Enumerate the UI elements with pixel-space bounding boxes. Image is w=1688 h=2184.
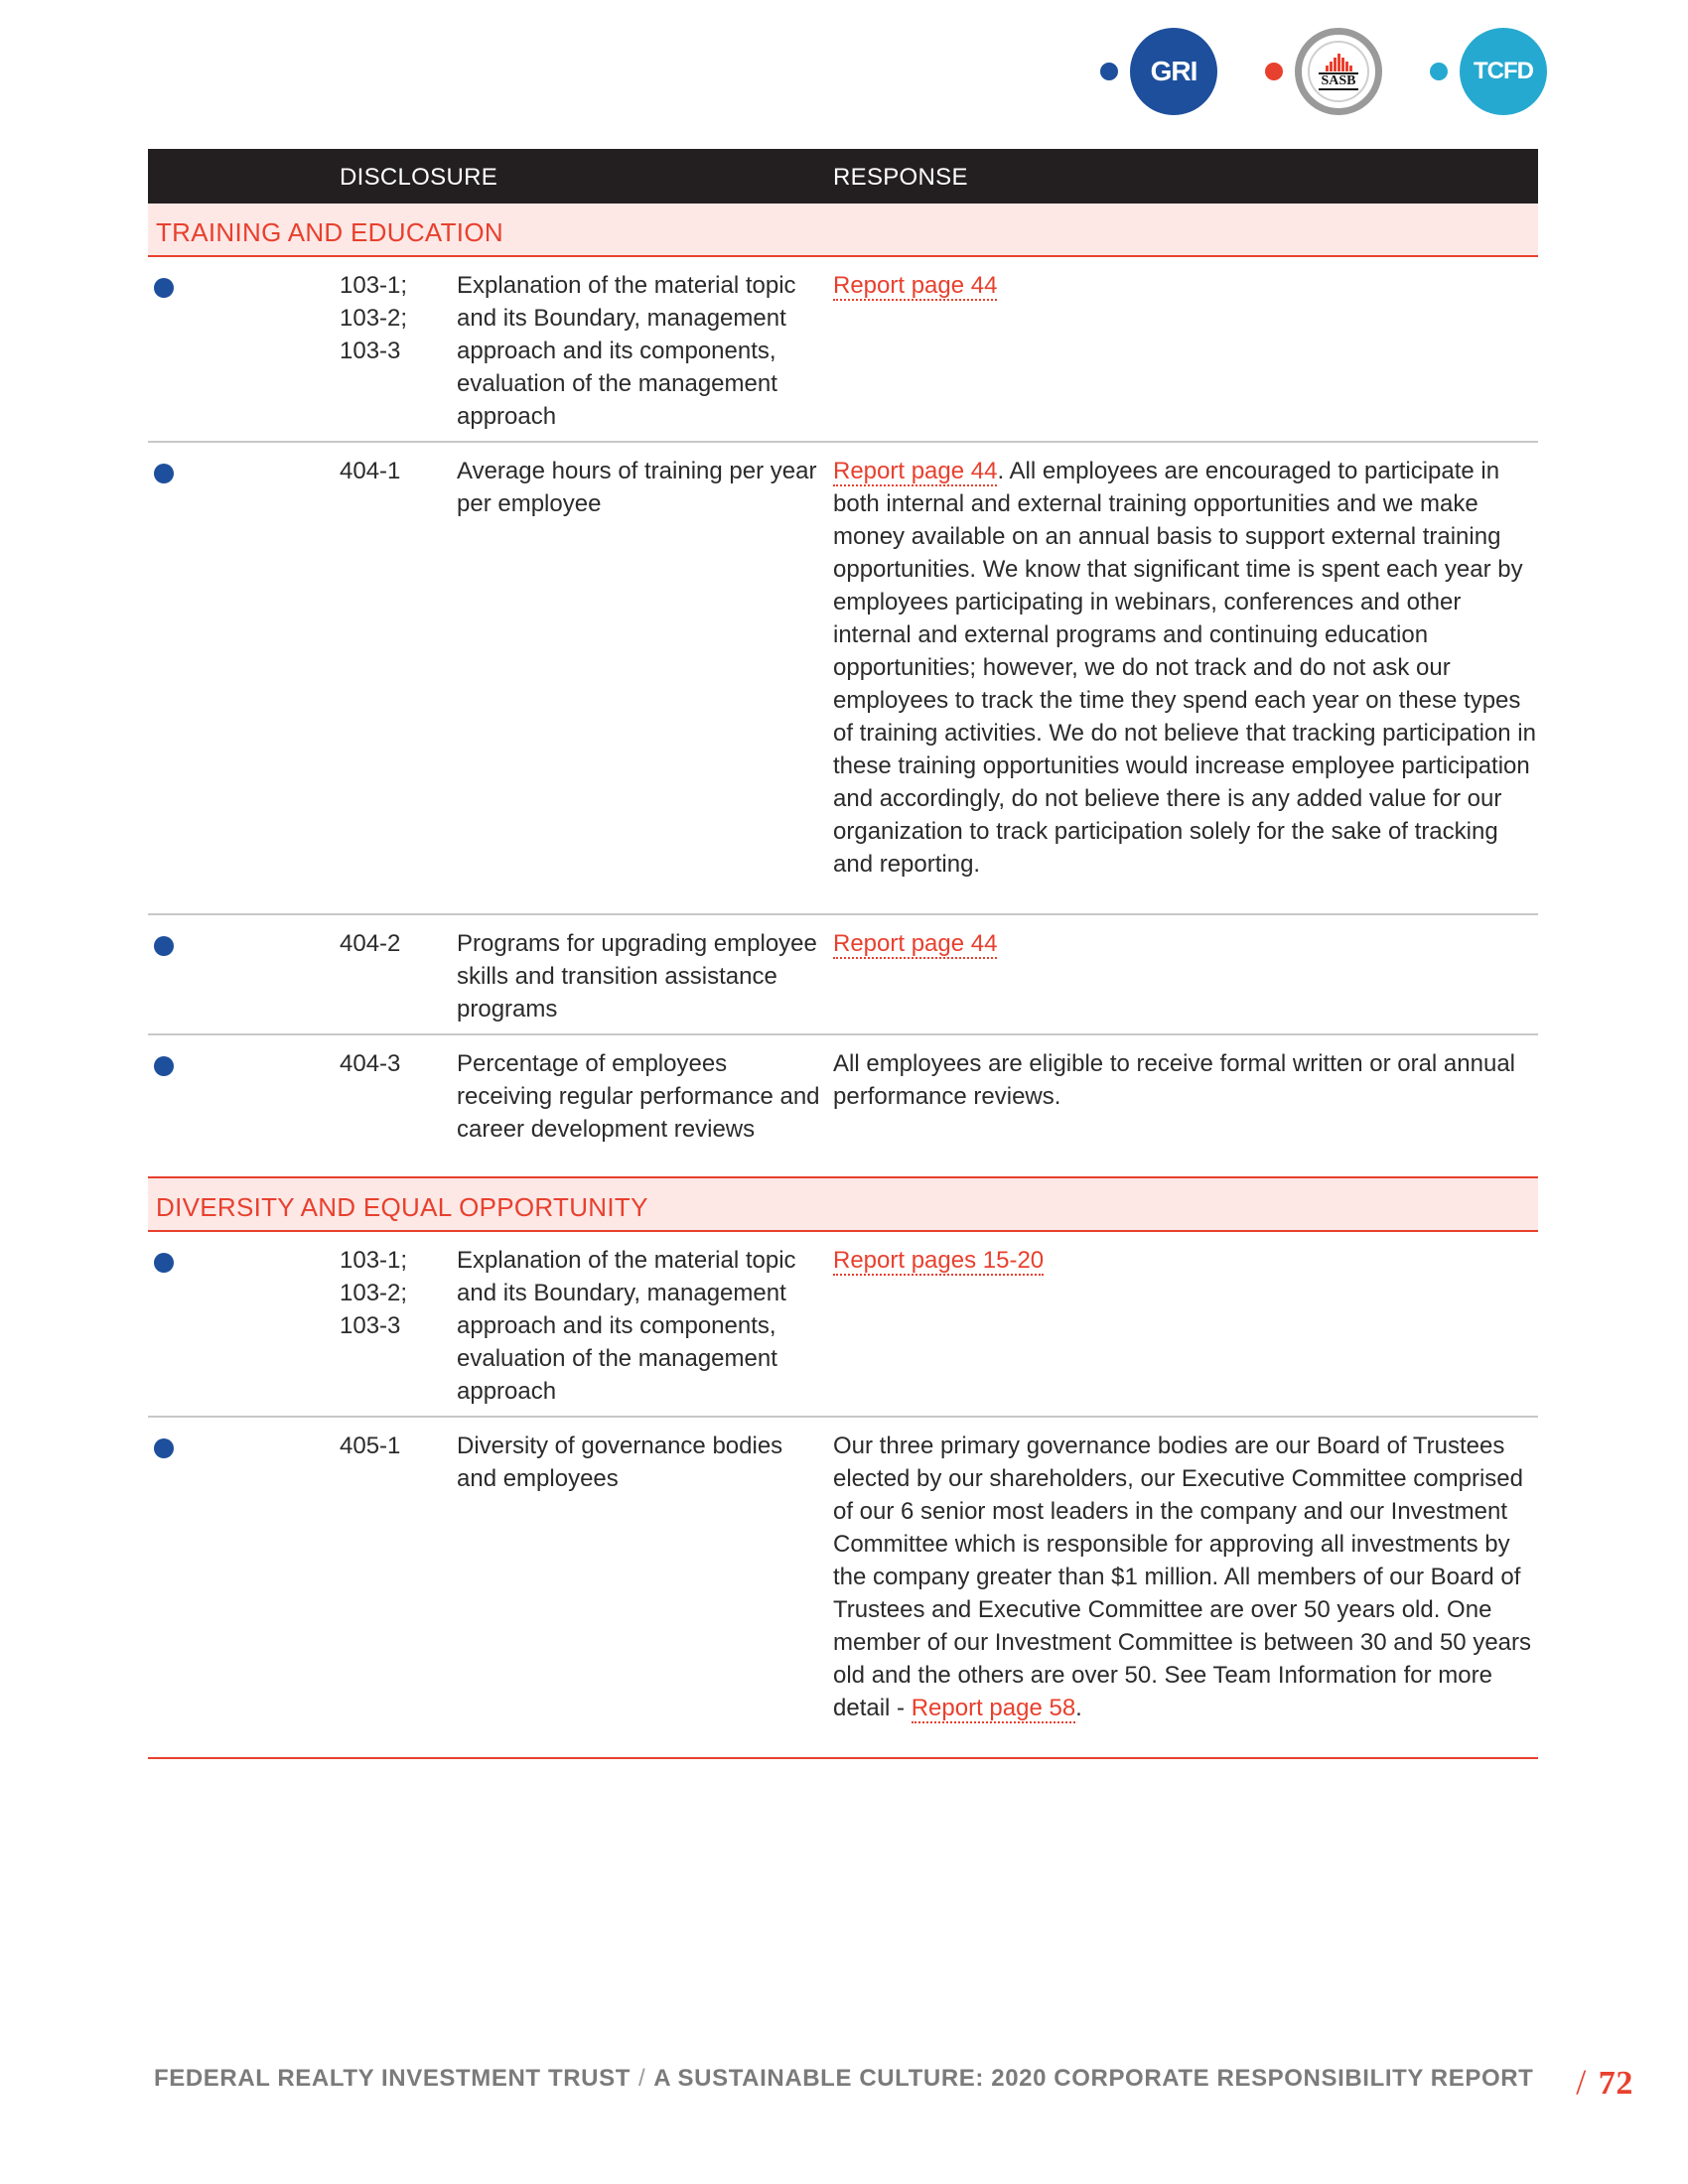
sasb-logo-inner bbox=[1308, 41, 1369, 102]
framework-badges bbox=[1053, 28, 1547, 115]
disclosure-description: Programs for upgrading employee skills and transition assistance programs bbox=[457, 930, 817, 1023]
disclosure-code: 405-1 bbox=[340, 1433, 401, 1459]
page-slash: / bbox=[1576, 2062, 1587, 2102]
table-row bbox=[148, 1232, 1538, 1418]
sasb-logo bbox=[1295, 28, 1382, 115]
page-footer bbox=[154, 2062, 1633, 2102]
gri-dot-icon bbox=[154, 1056, 174, 1076]
tcfd-legend-dot bbox=[1430, 63, 1448, 80]
response-cell bbox=[833, 1430, 1538, 1749]
disclosure-code: 404-2 bbox=[340, 930, 401, 957]
section-header bbox=[148, 204, 1538, 257]
disclosure-description: Diversity of governance bodies and employees bbox=[457, 1433, 783, 1492]
sasb-logo-text: SASB bbox=[1321, 72, 1356, 88]
response-text: All employees are eligible to receive formal written or oral annual performance reviews. bbox=[833, 1050, 1515, 1110]
disclosure-column-header: DISCLOSURE bbox=[340, 164, 498, 191]
sasb-badge-group bbox=[1265, 28, 1382, 115]
footer-report-title: A SUSTAINABLE CULTURE: 2020 CORPORATE RESPONSIBILITY REPORT bbox=[653, 2065, 1534, 2092]
response-text: . All employees are encouraged to participate in both internal and external training opportunities and we make money available on an annual basis to support external training opportunities. We know that significant time is spent each year by employees participating in webinars, conferences and other internal and external programs and continuing education opportunities; however, we do not track and do not ask our employees to track the time they spend each year on these types of training activities. We do not believe that tracking participation in these training opportunities would increase employee participation and accordingly, do not believe there is any added value for our organization to track participation solely for the sake of tracking and reporting. bbox=[833, 458, 1536, 878]
page-number-value: 72 bbox=[1598, 2065, 1633, 2102]
tcfd-logo-text: TCFD bbox=[1474, 58, 1533, 84]
report-page-link[interactable]: Report page 44 bbox=[833, 458, 998, 484]
table-row bbox=[148, 1035, 1538, 1178]
gri-dot-icon bbox=[154, 278, 174, 298]
table-header bbox=[148, 149, 1538, 204]
gri-legend-dot bbox=[1100, 63, 1118, 80]
table-row bbox=[148, 1418, 1538, 1759]
report-page-link[interactable]: Report page 44 bbox=[833, 272, 998, 299]
disclosure-table bbox=[148, 149, 1538, 1759]
section-title: TRAINING AND EDUCATION bbox=[156, 217, 503, 247]
gri-badge-group bbox=[1100, 28, 1217, 115]
section-header bbox=[148, 1178, 1538, 1232]
response-cell bbox=[833, 269, 1538, 433]
disclosure-description: Explanation of the material topic and its Boundary, management approach and its components, evaluation of the management approach bbox=[457, 1247, 796, 1405]
disclosure-code: 404-1 bbox=[340, 458, 401, 484]
gri-dot-icon bbox=[154, 936, 174, 956]
response-suffix: . bbox=[1075, 1695, 1082, 1721]
sasb-bars-icon bbox=[1326, 54, 1352, 71]
page-number bbox=[1576, 2061, 1633, 2103]
gri-logo bbox=[1130, 28, 1217, 115]
report-page-link[interactable]: Report page 58 bbox=[911, 1695, 1076, 1721]
disclosure-code: 103-1; 103-2; 103-3 bbox=[340, 1247, 408, 1339]
disclosure-code: 404-3 bbox=[340, 1050, 401, 1077]
gri-dot-icon bbox=[154, 1438, 174, 1458]
table-row bbox=[148, 915, 1538, 1035]
table-row bbox=[148, 443, 1538, 915]
tcfd-logo bbox=[1460, 28, 1547, 115]
response-cell bbox=[833, 927, 1538, 1025]
gri-logo-text: GRI bbox=[1150, 56, 1197, 86]
sasb-legend-dot bbox=[1265, 63, 1283, 80]
gri-dot-icon bbox=[154, 464, 174, 483]
gri-dot-icon bbox=[154, 1253, 174, 1273]
response-cell bbox=[833, 1244, 1538, 1408]
disclosure-description: Explanation of the material topic and its Boundary, management approach and its components, evaluation of the management approach bbox=[457, 272, 796, 430]
disclosure-description: Average hours of training per year per employee bbox=[457, 458, 817, 517]
footer-separator: / bbox=[637, 2065, 646, 2092]
report-pages-link[interactable]: Report pages 15-20 bbox=[833, 1247, 1045, 1274]
report-page-link[interactable]: Report page 44 bbox=[833, 930, 998, 957]
table-row bbox=[148, 257, 1538, 443]
disclosure-code: 103-1; 103-2; 103-3 bbox=[340, 272, 408, 364]
response-cell bbox=[833, 455, 1538, 905]
section-title: DIVERSITY AND EQUAL OPPORTUNITY bbox=[156, 1192, 648, 1222]
footer-org: FEDERAL REALTY INVESTMENT TRUST bbox=[154, 2065, 631, 2092]
response-text: Our three primary governance bodies are our Board of Trustees elected by our shareholders, our Executive Committee comprised of our 6 senior most leaders in the company and our Investment Committee which is responsible for approving all investments by the company greater than $1 million. All members of our Board of Trustees and Executive Committee are over 50 years old. One member of our Investment Committee is between 30 and 50 years old and the others are over 50. See Team Information for more detail - bbox=[833, 1433, 1532, 1721]
response-column-header: RESPONSE bbox=[833, 164, 968, 191]
tcfd-badge-group bbox=[1430, 28, 1547, 115]
disclosure-description: Percentage of employees receiving regular performance and career development reviews bbox=[457, 1050, 820, 1143]
